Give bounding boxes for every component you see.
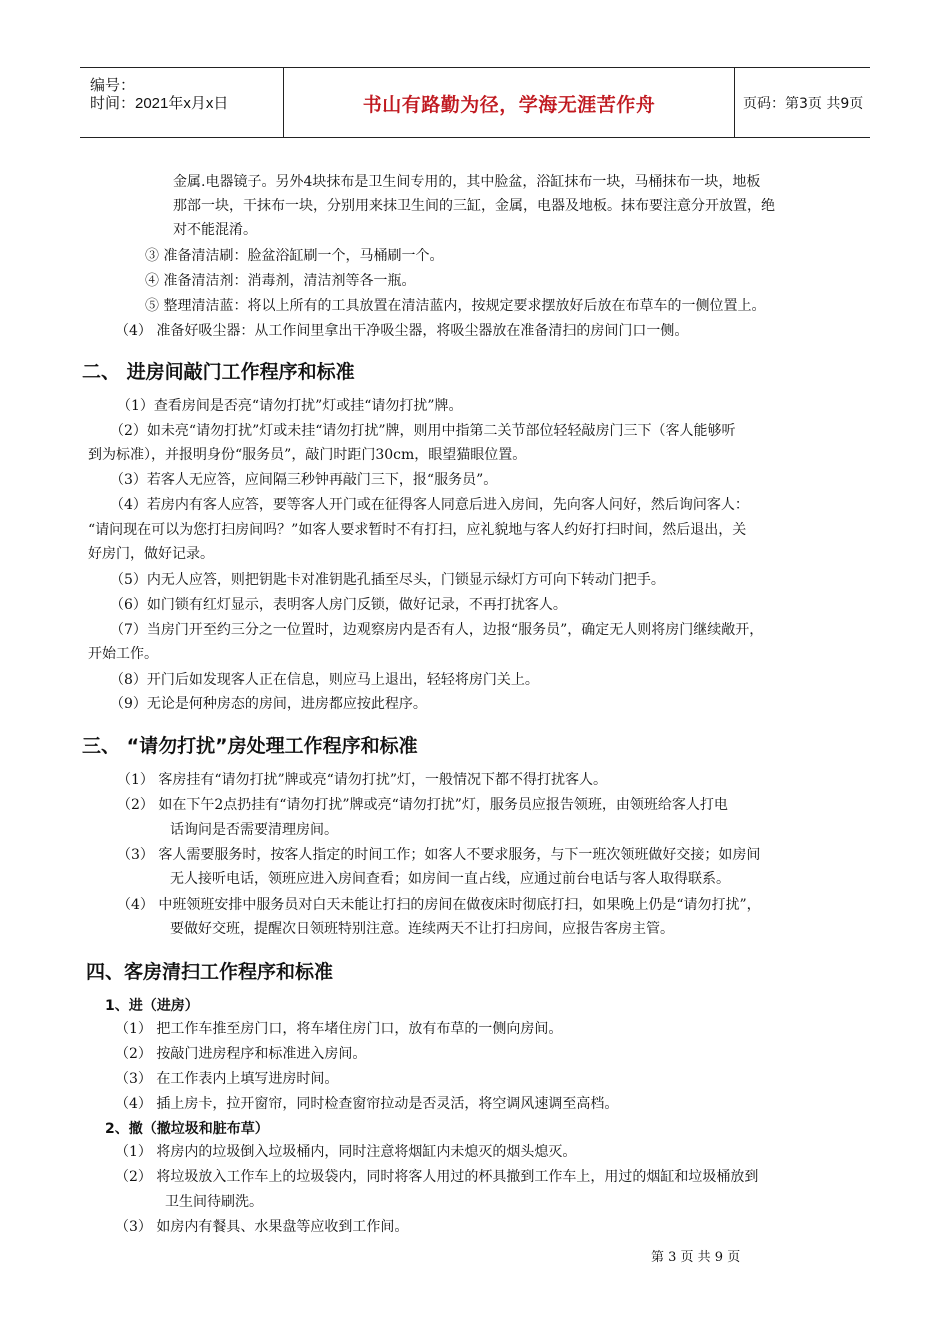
paragraph-line: （6）如门锁有红灯显示，表明客人房门反锁，做好记录，不再打扰客人。 [110,597,567,613]
page-footer: 第 3 页 共 9 页 [651,1250,741,1265]
document-number-label: 编号： [90,77,136,94]
list-item: （4） 准备好吸尘器：从工作间里拿出干净吸尘器，将吸尘器放在准备清扫的房间门口一侧。 [115,323,689,339]
list-item: （2） 将垃圾放入工作车上的垃圾袋内，同时将客人用过的杯具撤到工作车上，用过的烟缸和垃圾桶放到 [115,1169,759,1185]
paragraph-line: （5）内无人应答，则把钥匙卡对准钥匙孔插至尽头，门锁显示绿灯方可向下转动门把手。 [110,572,665,588]
header-motto-cell [284,68,735,137]
list-item: （3） 客人需要服务时，按客人指定的时间工作；如客人不要求服务，与下一班次领班做好交接；如房间 [117,847,761,863]
list-item: 要做好交班，提醒次日领班特别注意。连续两天不让打扫房间，应报告客房主管。 [170,921,674,937]
list-item: （1） 客房挂有“请勿打扰”牌或亮“请勿打扰”灯，一般情况下都不得打扰客人。 [117,772,607,788]
page-header [80,67,870,138]
header-page-number: 页码：第3页 共9页 [743,96,864,112]
list-item: 卫生间待刷洗。 [165,1194,263,1210]
paragraph-line: （2）如未亮“请勿打扰”灯或未挂“请勿打扰”牌，则用中指第二关节部位轻轻敲房门三下（客人能够听 [110,423,736,439]
paragraph-line: 开始工作。 [88,646,158,662]
list-item: （1） 把工作车推至房门口，将车堵住房门口，放有布草的一侧向房间。 [115,1021,563,1037]
list-item: 话询问是否需要清理房间。 [170,822,338,838]
subsection-heading: 2、撤（撤垃圾和脏布草） [105,1121,269,1137]
paragraph-line: （4）若房内有客人应答，要等客人开门或在征得客人同意后进入房间，先向客人问好，然后询问客人： [110,497,749,513]
paragraph-line: （8）开门后如发现客人正在信息，则应马上退出，轻轻将房门关上。 [110,672,539,688]
header-left-cell [80,68,284,137]
list-item: （1） 将房内的垃圾倒入垃圾桶内，同时注意将烟缸内未熄灭的烟头熄灭。 [115,1144,577,1160]
list-item: （4） 中班领班安排中服务员对白天未能让打扫的房间在做夜床时彻底打扫，如果晚上仍是“请勿打扰”， [117,897,761,913]
list-item: ③ 准备清洁刷：脸盆浴缸刷一个，马桶刷一个。 [145,248,444,264]
paragraph-line: （7）当房门开至约三分之一位置时，边观察房内是否有人，边报“服务员”，确定无人则将房门继续敞开， [110,622,764,638]
list-item: （2） 按敲门进房程序和标准进入房间。 [115,1046,367,1062]
paragraph-line: 金属.电器镜子。另外4块抹布是卫生间专用的，其中脸盆，浴缸抹布一块，马桶抹布一块，地板 [173,174,761,190]
list-item: ⑤ 整理清洁蓝：将以上所有的工具放置在清洁蓝内，按规定要求摆放好后放在布草车的一侧位置上。 [145,298,766,314]
list-item: （3） 如房内有餐具、水果盘等应收到工作间。 [115,1219,409,1235]
section-heading: 三、 “请勿打扰”房处理工作程序和标准 [82,735,418,757]
list-item: ④ 准备清洁剂：消毒剂，清洁剂等各一瓶。 [145,273,416,289]
list-item: （2） 如在下午2点扔挂有“请勿打扰”牌或亮“请勿打扰”灯，服务员应报告领班，由领班给客人打电 [117,797,728,813]
paragraph-line: 对不能混淆。 [173,222,257,238]
header-page-cell [735,68,870,137]
paragraph-line: （9）无论是何种房态的房间，进房都应按此程序。 [110,696,427,712]
subsection-heading: 1、进（进房） [105,998,199,1014]
document-date-label: 时间：2021年x月x日 [90,95,229,112]
paragraph-line: “请问现在可以为您打扫房间吗？”如客人要求暂时不有打扫，应礼貌地与客人约好打扫时间，然后退出，关 [88,522,747,538]
section-heading: 二、 进房间敲门工作程序和标准 [82,361,355,383]
paragraph-line: （1）查看房间是否亮“请勿打扰”灯或挂“请勿打扰”牌。 [117,398,463,414]
list-item: （4） 插上房卡，拉开窗帘，同时检查窗帘拉动是否灵活，将空调风速调至高档。 [115,1096,619,1112]
paragraph-line: 好房门，做好记录。 [88,546,214,562]
header-motto: 书山有路勤为径，学海无涯苦作舟 [362,94,656,116]
list-item: （3） 在工作表内上填写进房时间。 [115,1071,339,1087]
paragraph-line: 到为标准），并报明身份“服务员”，敲门时距门30cm，眼望猫眼位置。 [88,447,527,463]
section-heading: 四、客房清扫工作程序和标准 [86,961,334,983]
paragraph-line: （3）若客人无应答，应间隔三秒钟再敲门三下，报“服务员”。 [110,472,498,488]
paragraph-line: 那部一块，干抹布一块，分别用来抹卫生间的三缸，金属，电器及地板。抹布要注意分开放置，绝 [173,198,775,214]
list-item: 无人接听电话，领班应进入房间查看；如房间一直占线，应通过前台电话与客人取得联系。 [170,871,730,887]
